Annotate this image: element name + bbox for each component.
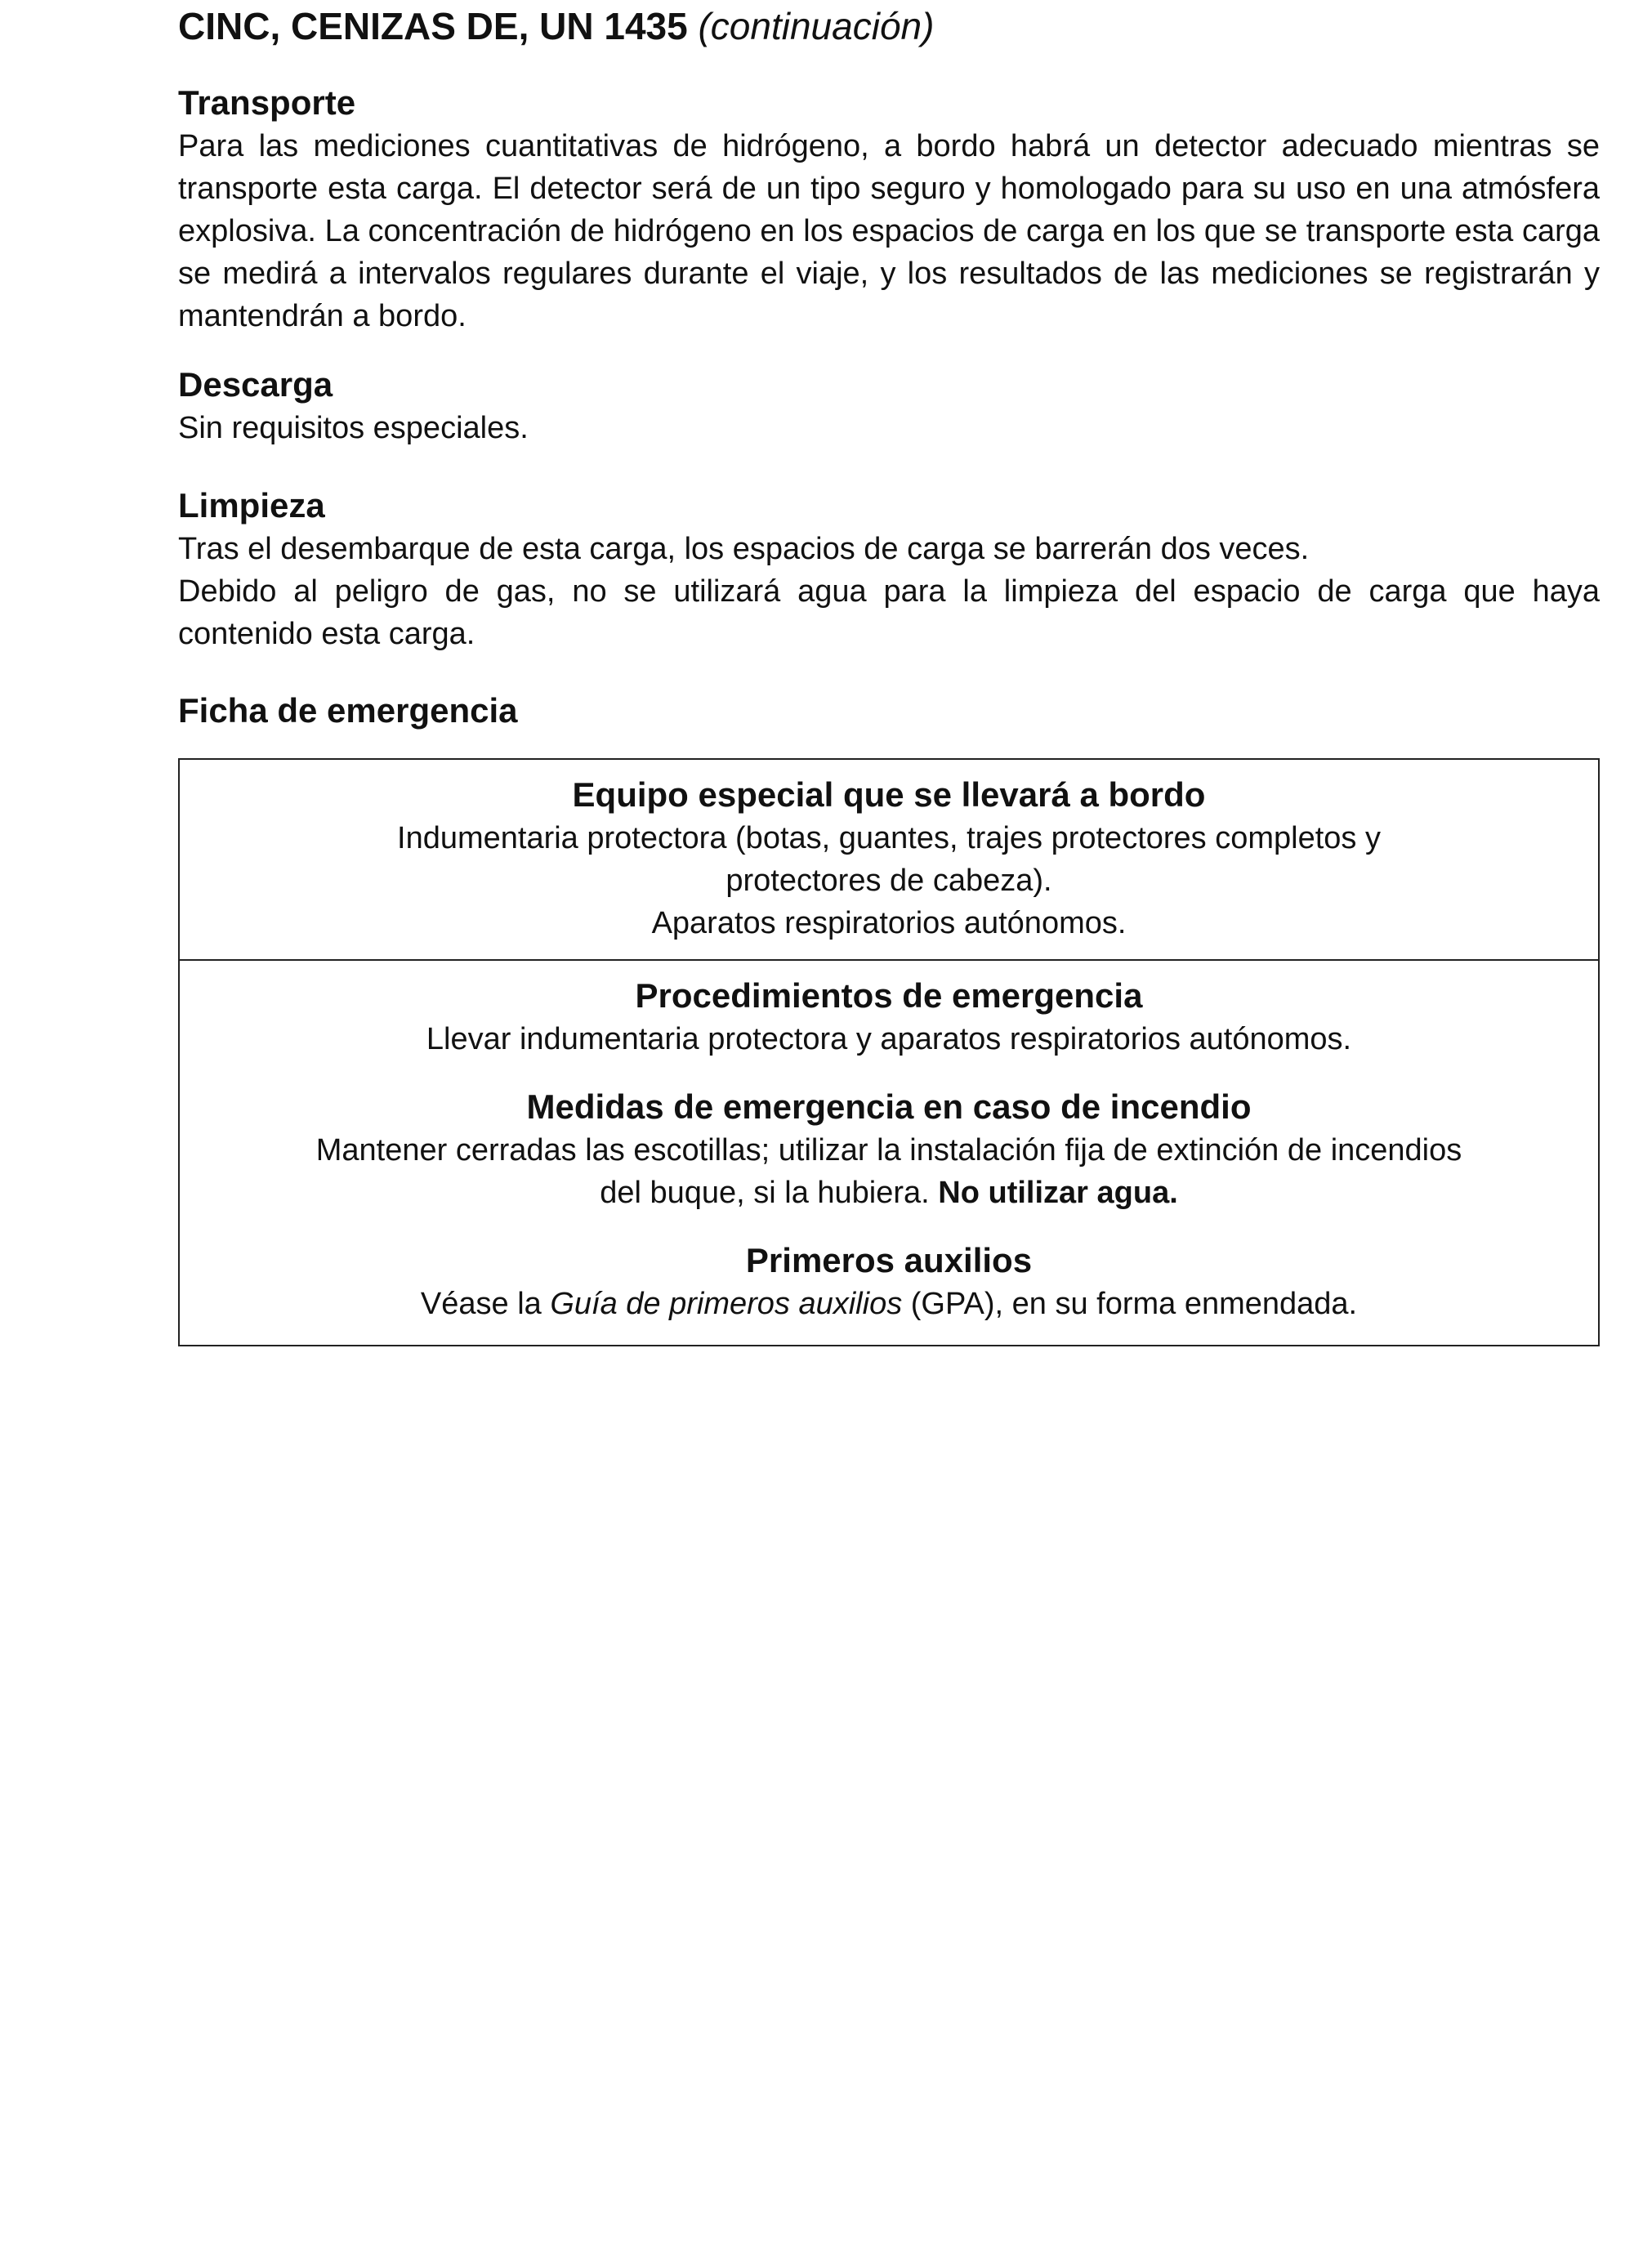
- section-heading-ficha: Ficha de emergencia: [178, 691, 518, 730]
- equipment-line-1: Indumentaria protectora (botas, guantes, trajes protectores completos y: [397, 821, 1381, 855]
- fire-measures-heading: Medidas de emergencia en caso de incendio: [526, 1087, 1252, 1126]
- section-ficha-de-emergencia: [178, 689, 1600, 733]
- emergency-card-box: [178, 758, 1600, 1346]
- section-limpieza: [178, 484, 1600, 655]
- first-aid-text: [180, 1283, 1598, 1325]
- title-text: CINC, CENIZAS DE, UN 1435: [178, 5, 688, 47]
- first-aid-text-before: Véase la: [420, 1287, 542, 1321]
- emergency-card-equipment: [180, 760, 1598, 961]
- section-heading-descarga: Descarga: [178, 365, 333, 404]
- section-heading-limpieza: Limpieza: [178, 486, 325, 525]
- fire-measures-no-water-warning: No utilizar agua.: [938, 1176, 1178, 1210]
- first-aid-guide-title: Guía de primeros auxilios: [550, 1287, 903, 1321]
- fire-measures-line-2-text: del buque, si la hubiera.: [600, 1176, 930, 1210]
- procedures-heading: Procedimientos de emergencia: [635, 976, 1143, 1015]
- section-transporte: [178, 81, 1600, 337]
- equipment-line-3: Aparatos respiratorios autónomos.: [651, 906, 1127, 940]
- equipment-line-2: protectores de cabeza).: [725, 864, 1052, 898]
- title-continuation: (continuación): [698, 5, 935, 47]
- procedures-text: Llevar indumentaria protectora y aparatos respiratorios autónomos.: [426, 1022, 1352, 1056]
- first-aid-heading: Primeros auxilios: [745, 1241, 1033, 1279]
- section-text-transporte: Para las mediciones cuantitativas de hidrógeno, a bordo habrá un detector adecuado mientras se transporte esta carga. El detector será de un tipo seguro y homologado para su uso en una atmósfera explosiva. La concentración de hidrógeno en los espacios de carga en los que se transporte esta carga se medirá a intervalos regulares durante el viaje, y los resultados de las mediciones se registrarán y mantendrán a bordo.: [178, 129, 1600, 333]
- section-text-limpieza-2: Debido al peligro de gas, no se utilizará agua para la limpieza del espacio de carga que haya contenido esta carga.: [178, 574, 1600, 651]
- emergency-card-procedures: [180, 961, 1598, 1345]
- fire-measures-line-1: Mantener cerradas las escotillas; utilizar la instalación fija de extinción de incendios: [315, 1133, 1462, 1167]
- page-title: [178, 3, 934, 49]
- first-aid-text-after: (GPA), en su forma enmendada.: [910, 1287, 1358, 1321]
- section-text-descarga: Sin requisitos especiales.: [178, 411, 529, 445]
- section-heading-transporte: Transporte: [178, 83, 356, 122]
- section-descarga: [178, 363, 1600, 449]
- section-text-limpieza-1: Tras el desembarque de esta carga, los espacios de carga se barrerán dos veces.: [178, 532, 1310, 566]
- equipment-heading: Equipo especial que se llevará a bordo: [572, 775, 1206, 814]
- fire-measures-line-2: [180, 1172, 1598, 1214]
